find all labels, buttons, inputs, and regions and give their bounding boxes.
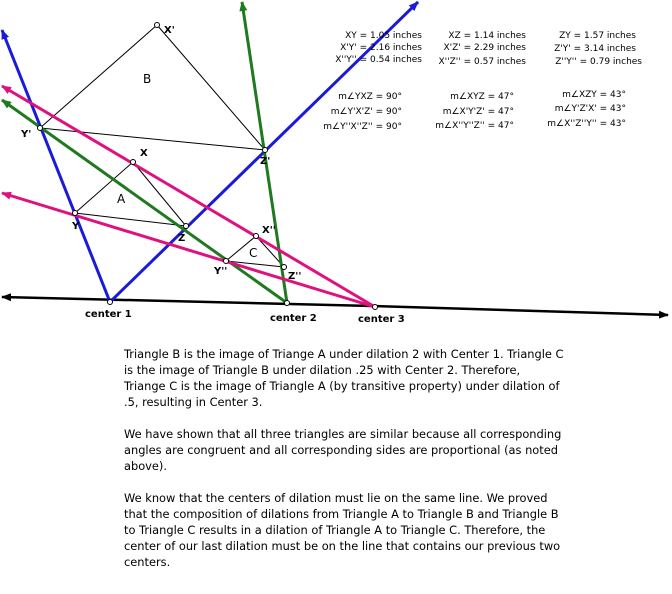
angle-xzy: m∠XZY = 43°: [562, 90, 626, 100]
angle-x2y2z2: m∠X''Y''Z'' = 47°: [435, 121, 514, 131]
angle-yxz: m∠YXZ = 90°: [338, 92, 402, 102]
explanation-text: [124, 346, 564, 586]
label-z: Z: [178, 233, 186, 244]
paragraph-1: Triangle B is the image of Triange A under dilation 2 with Center 1. Triangle C is the image of Triangle B under dilation .25 with Center 2. Therefore, Triange C is the image of Triangle A (by transitive property) under dilation of .5, resulting in Center 3.: [124, 347, 564, 409]
measure-x1z1: X'Z' = 2.29 inches: [443, 43, 526, 53]
triangle-b-label: B: [143, 72, 152, 86]
point-y: [73, 211, 78, 216]
measure-z2y2: Z''Y'' = 0.79 inches: [555, 57, 642, 67]
label-y2: Y'': [214, 266, 228, 277]
measure-z1y1: Z'Y' = 3.14 inches: [554, 44, 636, 54]
measure-zy: ZY = 1.57 inches: [559, 31, 636, 41]
green-ray-y: [2, 100, 287, 303]
point-z2: [282, 265, 287, 270]
label-x2: X'': [262, 225, 276, 236]
center-2-label: center 2: [270, 313, 317, 324]
angle-xyz: m∠XYZ = 47°: [450, 92, 514, 102]
point-y1: [38, 126, 43, 131]
measure-x1y1: X'Y' = 2.16 inches: [340, 43, 422, 53]
magenta-ray-upper: [2, 86, 375, 307]
triangle-a-label: A: [117, 192, 126, 206]
angle-y1x1z1: m∠Y'X'Z' = 90°: [330, 107, 402, 117]
triangle-c-label: C: [249, 246, 258, 260]
triangle-a: [75, 162, 186, 226]
label-z2: Z'': [288, 271, 302, 282]
label-y: Y: [72, 221, 80, 232]
angle-x2z2y2: m∠X''Z''Y'' = 43°: [547, 119, 626, 129]
measure-x2z2: X''Z'' = 0.57 inches: [438, 57, 526, 67]
triangle-b: [40, 25, 265, 150]
angle-x1y1z1: m∠X'Y'Z' = 47°: [442, 107, 514, 117]
center-3-label: center 3: [358, 314, 405, 325]
center-1-label: center 1: [85, 309, 132, 320]
point-x2: [254, 234, 259, 239]
magenta-ray-lower: [2, 193, 375, 307]
label-x: X: [140, 148, 148, 159]
center-3-point: [373, 305, 378, 310]
measure-xz: XZ = 1.14 inches: [448, 31, 526, 41]
label-x1: X': [164, 25, 175, 36]
point-z: [184, 224, 189, 229]
paragraph-3: We know that the centers of dilation must lie on the same line. We proved that the composition of dilations from Triangle A to Triangle B and Triangle B to Triangle C results in a dilation of Triangle A to Triangle C. Therefore, the center of our last dilation must be on the line that contains our previous two centers.: [124, 491, 561, 569]
label-y1: Y': [21, 129, 32, 140]
point-x: [131, 160, 136, 165]
measure-x2y2: X''Y'' = 0.54 inches: [335, 55, 422, 65]
point-x1: [155, 23, 160, 28]
center-2-point: [285, 301, 290, 306]
centers-line: [2, 297, 372, 306]
point-z1: [263, 148, 268, 153]
point-y2: [224, 259, 229, 264]
centers-line-right: [372, 306, 668, 315]
measure-xy: XY = 1.05 inches: [345, 31, 422, 41]
label-z1: Z': [260, 156, 271, 167]
angle-y1z1x1: m∠Y'Z'X' = 43°: [554, 104, 626, 114]
angle-y2x2z2: m∠Y''X''Z'' = 90°: [323, 122, 402, 132]
center-1-point: [108, 300, 113, 305]
paragraph-2: We have shown that all three triangles are similar because all corresponding angles are congruent and all corresponding sides are proportional (as noted above).: [124, 427, 562, 473]
